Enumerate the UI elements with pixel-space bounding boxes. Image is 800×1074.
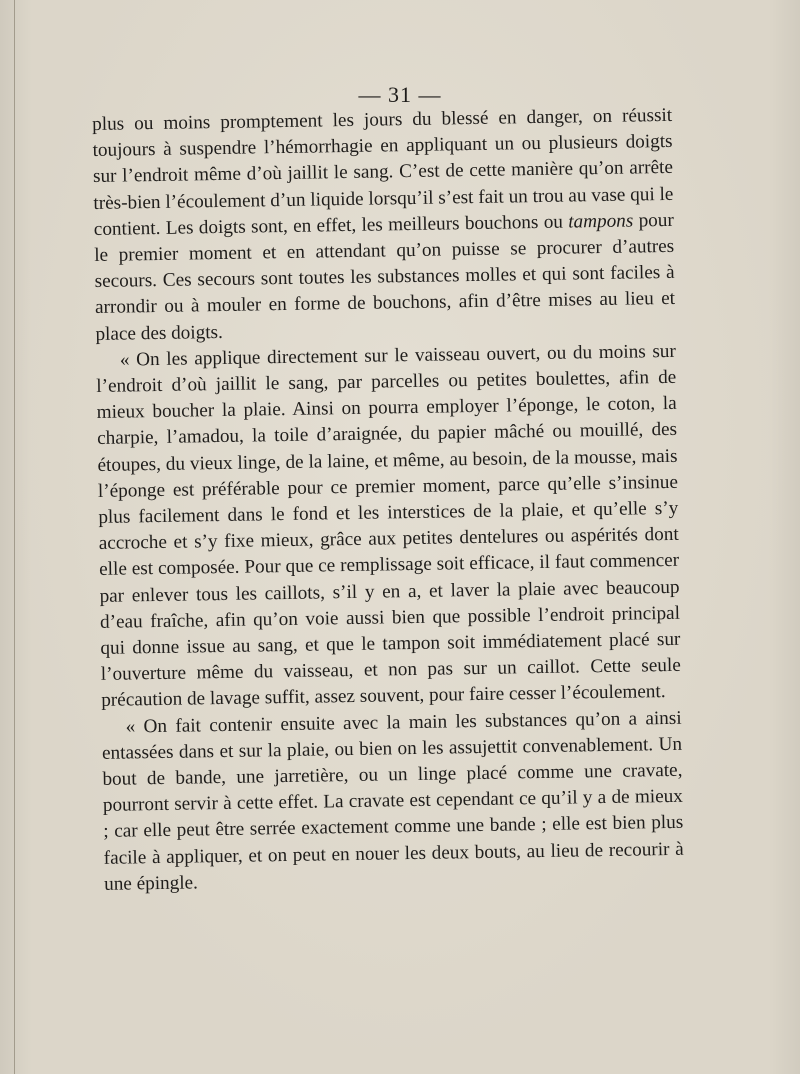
paragraph-1-text-end: pour le premier moment et en attendant qu’on puisse se procurer d’autres secours. Ces secours sont toutes les substances molles et qui sont faciles à arrondir ou à mouler en forme de bouchons, afin d’être mises au lieu et place des doigts. [94,209,676,345]
page-edge [14,0,15,1074]
paragraph-3: « On fait contenir ensuite avec la main les substances qu’on a ainsi entassées dans et sur la plaie, ou bien on les assujettit convenablement. Un bout de bande, une jarretière, ou un linge placé comme une cravate, pourront servir à cette effet. La cravate est cependant ce qu’il y a de mieux ; car elle peut être serrée exactement comme une bande ; elle est bien plus facile à appliquer, et on peut en nouer les deux bouts, au lieu de recourir à une épingle. [101,707,684,895]
paragraph-1-emphasis: tampons [568,210,634,233]
page-number: — 31 — [358,82,442,107]
paragraph-1 [92,103,676,348]
body-text [92,103,684,898]
paragraph-1-text: plus ou moins promptement les jours du blessé en danger, on réussit toujours à suspendre l’hémorrhagie en appliquant un ou plusieurs doigts sur l’endroit même d’où jaillit le sang. C’est de cette manière qu’on arrête très-bien l’écoulement d’un liquide lorsqu’il s’est fait un trou au vase qui le contient. Les doigts sont, en effet, les meilleurs bouchons ou [92,104,674,240]
paragraph-2: « On les applique directement sur le vaisseau ouvert, ou du moins sur l’endroit d’où jaillit le sang, par parcelles ou petites boulettes, afin de mieux boucher la plaie. Ainsi on pourra employer l’éponge, le coton, la charpie, l’amadou, la toile d’araignée, du papier mâché ou mouillé, des étoupes, du vieux linge, de la laine, et même, au besoin, de la mousse, mais l’éponge est préférable pour ce premier moment, parce qu’elle s’insinue plus facilement dans le fond et les interstices de la plaie, et qu’elle s’y accroche et s’y fixe mieux, grâce aux petites dentelures ou aspérités dont elle est composée. Pour que ce remplissage soit efficace, il faut commencer par enlever tous les caillots, s’il y en a, et laver la plaie avec beaucoup d’eau fraîche, afin qu’on voie aussi bien que possible l’endroit principal qui donne issue au sang, et que le tampon soit immédiatement placé sur l’ouverture même du vaisseau, et non pas sur un caillot. Cette seule précaution de lavage suffit, assez souvent, pour faire cesser l’écoulement. [96,340,681,712]
